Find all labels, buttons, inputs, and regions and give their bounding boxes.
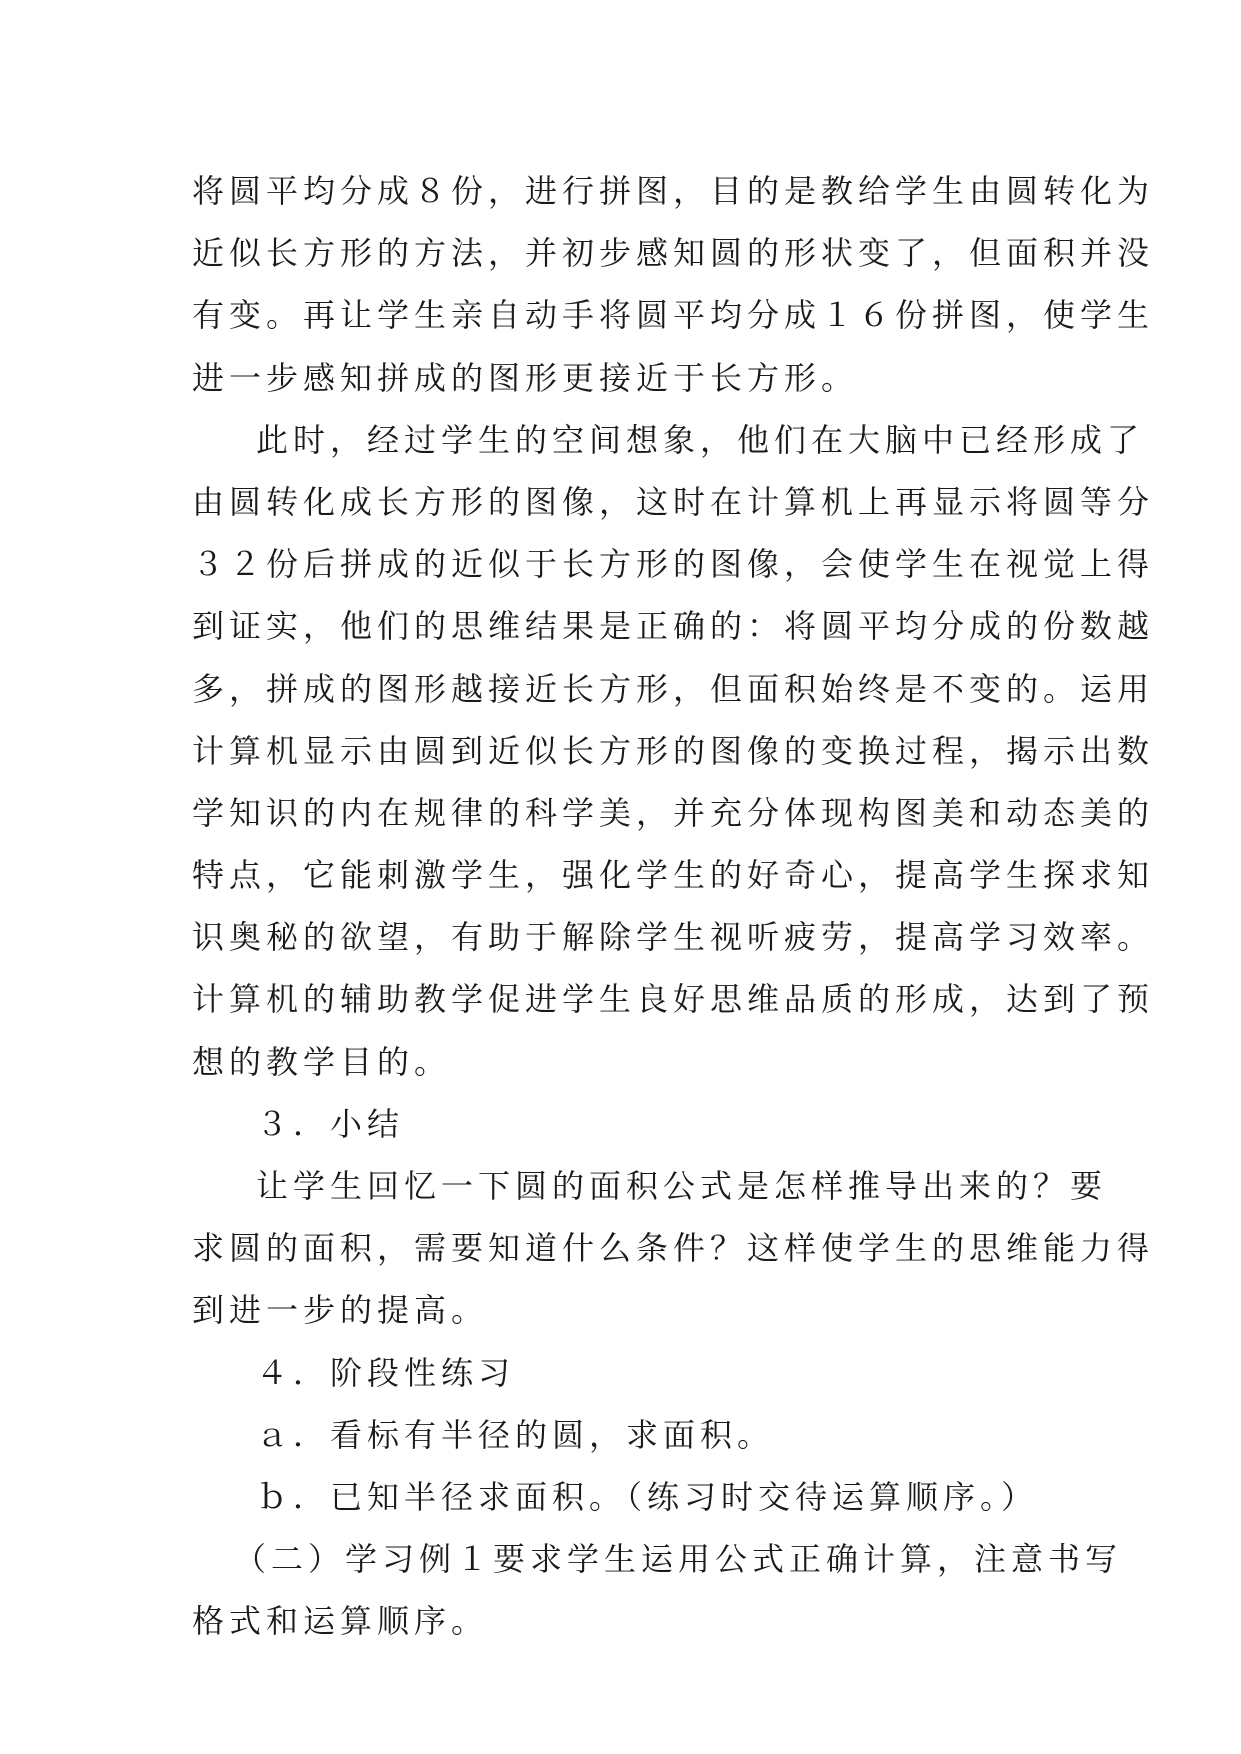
text-line: 识奥秘的欲望，有助于解除学生视听疲劳，提高学习效率。: [192, 918, 1155, 957]
text-line: 将圆平均分成８份，进行拼图，目的是教给学生由圆转化为: [192, 172, 1155, 210]
text-line: 特点，它能刺激学生，强化学生的好奇心，提高学生探求知: [192, 856, 1155, 895]
list-item: ｂ．已知半径求面积。（练习时交待运算顺序。）: [256, 1477, 1039, 1516]
text-line: 格式和运算顺序。: [192, 1602, 489, 1641]
text-line: 进一步感知拼成的图形更接近于长方形。: [192, 358, 859, 397]
text-line: ３２份后拼成的近似于长方形的图像，会使学生在视觉上得: [192, 545, 1155, 584]
text-line: 有变。再让学生亲自动手将圆平均分成１６份拼图，使学生: [192, 296, 1155, 335]
body-text: [192, 160, 1155, 1653]
text-line: 近似长方形的方法，并初步感知圆的形状变了，但面积并没: [192, 234, 1155, 273]
text-line: 让学生回忆一下圆的面积公式是怎样推导出来的？要: [256, 1167, 1108, 1205]
text-line: 多，拼成的图形越接近长方形，但面积始终是不变的。运用: [192, 669, 1155, 708]
text-line: 此时，经过学生的空间想象，他们在大脑中已经形成了: [256, 420, 1145, 459]
text-line: 想的教学目的。: [192, 1042, 452, 1081]
text-line: 到证实，他们的思维结果是正确的：将圆平均分成的份数越: [192, 607, 1155, 646]
text-line: 学知识的内在规律的科学美，并充分体现构图美和动态美的: [192, 793, 1155, 832]
text-line: （二）学习例１要求学生运用公式正确计算，注意书写: [234, 1540, 1123, 1579]
section-heading: ４．阶段性练习: [256, 1353, 516, 1392]
list-item: ａ．看标有半径的圆，求面积。: [256, 1415, 775, 1454]
text-line: 计算机的辅助教学促进学生良好思维品质的形成，达到了预: [192, 980, 1155, 1019]
text-line: 计算机显示由圆到近似长方形的图像的变换过程，揭示出数: [192, 731, 1155, 770]
text-line: 由圆转化成长方形的图像，这时在计算机上再显示将圆等分: [192, 482, 1155, 521]
section-heading: ３．小结: [256, 1104, 405, 1143]
text-line: 求圆的面积，需要知道什么条件？这样使学生的思维能力得: [192, 1229, 1155, 1268]
text-line: 到进一步的提高。: [192, 1291, 489, 1330]
